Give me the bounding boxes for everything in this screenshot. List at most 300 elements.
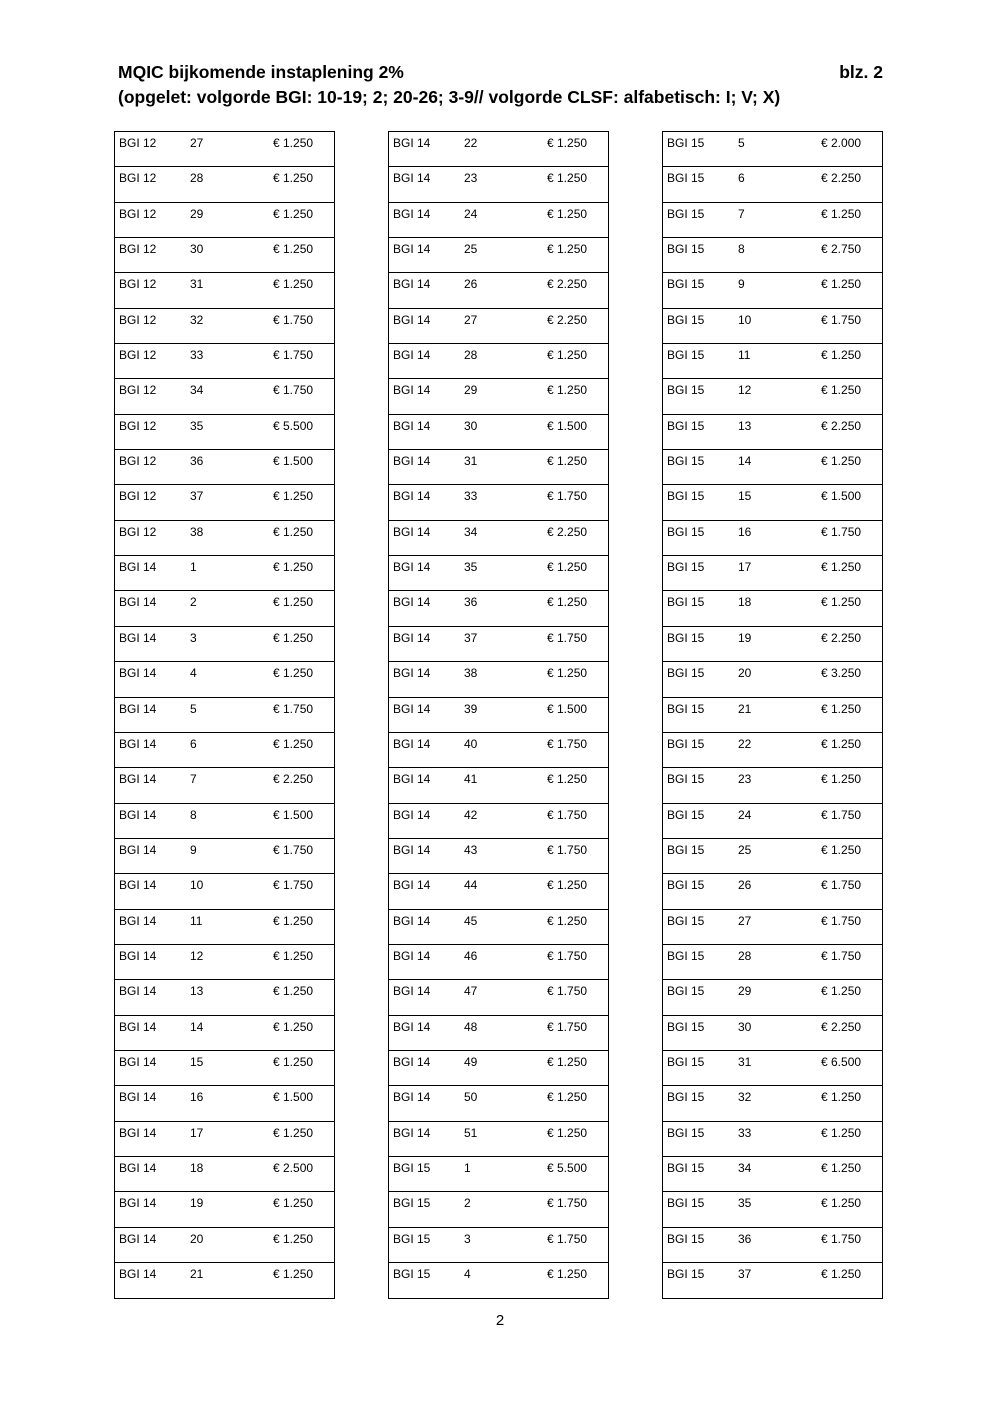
table-row [115, 1192, 334, 1227]
loan-table-column-2 [388, 131, 609, 1299]
table-row [663, 485, 882, 520]
table-row [115, 1016, 334, 1051]
item-number: 1 [464, 1160, 471, 1175]
amount: € 1.250 [273, 1196, 314, 1211]
item-number: 12 [738, 383, 752, 398]
item-number: 38 [464, 666, 478, 681]
item-number: 6 [738, 171, 745, 186]
item-number: 2 [464, 1196, 471, 1211]
table-row [115, 273, 334, 308]
bgi-code: BGI 15 [667, 1231, 705, 1246]
table-row [663, 698, 882, 733]
bgi-code: BGI 14 [393, 842, 431, 857]
amount: € 1.250 [821, 1196, 862, 1211]
table-row [389, 273, 608, 308]
amount: € 1.250 [273, 1019, 314, 1034]
table-row [389, 1192, 608, 1227]
bgi-code: BGI 14 [393, 489, 431, 504]
item-number: 13 [190, 984, 204, 999]
amount: € 2.250 [547, 524, 588, 539]
bgi-code: BGI 15 [393, 1160, 431, 1175]
bgi-code: BGI 12 [119, 242, 157, 257]
table-row [115, 698, 334, 733]
table-row [389, 733, 608, 768]
bgi-code: BGI 14 [393, 878, 431, 893]
bgi-code: BGI 14 [393, 524, 431, 539]
item-number: 48 [464, 1019, 478, 1034]
item-number: 15 [738, 489, 752, 504]
table-row [115, 521, 334, 556]
table-row [389, 1122, 608, 1157]
table-row [389, 1086, 608, 1121]
item-number: 35 [190, 418, 204, 433]
amount: € 1.250 [273, 736, 314, 751]
bgi-code: BGI 14 [393, 560, 431, 575]
bgi-code: BGI 14 [119, 595, 157, 610]
bgi-code: BGI 14 [393, 807, 431, 822]
amount: € 1.500 [273, 807, 314, 822]
bgi-code: BGI 15 [667, 560, 705, 575]
table-row [389, 768, 608, 803]
item-number: 51 [464, 1125, 478, 1140]
table-row [389, 591, 608, 626]
bgi-code: BGI 14 [393, 736, 431, 751]
bgi-code: BGI 14 [393, 1125, 431, 1140]
amount: € 2.250 [821, 418, 862, 433]
amount: € 2.250 [547, 277, 588, 292]
amount: € 1.250 [821, 454, 862, 469]
item-number: 8 [190, 807, 197, 822]
item-number: 30 [738, 1019, 752, 1034]
item-number: 36 [738, 1231, 752, 1246]
bgi-code: BGI 15 [667, 206, 705, 221]
amount: € 1.250 [547, 666, 588, 681]
table-row [663, 1122, 882, 1157]
table-row [389, 804, 608, 839]
bgi-code: BGI 14 [393, 595, 431, 610]
item-number: 10 [738, 312, 752, 327]
bgi-code: BGI 12 [119, 136, 157, 150]
amount: € 1.750 [821, 524, 862, 539]
amount: € 1.250 [273, 595, 314, 610]
table-row [663, 839, 882, 874]
bgi-code: BGI 14 [119, 736, 157, 751]
table-row [389, 485, 608, 520]
bgi-code: BGI 15 [667, 383, 705, 398]
amount: € 1.750 [273, 312, 314, 327]
item-number: 34 [738, 1160, 752, 1175]
table-row [115, 1228, 334, 1263]
bgi-code: BGI 15 [667, 1054, 705, 1069]
bgi-code: BGI 14 [393, 948, 431, 963]
item-number: 47 [464, 984, 478, 999]
item-number: 37 [738, 1267, 752, 1281]
table-row [115, 556, 334, 591]
bgi-code: BGI 14 [393, 701, 431, 716]
amount: € 1.750 [821, 312, 862, 327]
bgi-code: BGI 14 [119, 772, 157, 787]
table-row [663, 1016, 882, 1051]
amount: € 1.250 [821, 842, 862, 857]
item-number: 33 [190, 348, 204, 363]
table-row [115, 804, 334, 839]
amount: € 1.750 [547, 1231, 588, 1246]
bgi-code: BGI 12 [119, 454, 157, 469]
table-row [663, 804, 882, 839]
amount: € 1.250 [547, 136, 588, 150]
table-row [389, 379, 608, 414]
bgi-code: BGI 14 [393, 171, 431, 186]
bgi-code: BGI 14 [119, 701, 157, 716]
bgi-code: BGI 15 [667, 666, 705, 681]
item-number: 4 [190, 666, 197, 681]
bgi-code: BGI 14 [119, 666, 157, 681]
bgi-code: BGI 14 [119, 1267, 157, 1281]
bgi-code: BGI 15 [667, 418, 705, 433]
bgi-code: BGI 14 [393, 348, 431, 363]
table-row [115, 733, 334, 768]
item-number: 26 [738, 878, 752, 893]
amount: € 1.250 [547, 454, 588, 469]
amount: € 1.250 [821, 595, 862, 610]
table-row [115, 203, 334, 238]
table-row [663, 1157, 882, 1192]
amount: € 5.500 [273, 418, 314, 433]
table-row [663, 238, 882, 273]
item-number: 31 [190, 277, 204, 292]
bgi-code: BGI 12 [119, 383, 157, 398]
amount: € 1.750 [547, 984, 588, 999]
bgi-code: BGI 15 [667, 984, 705, 999]
item-number: 38 [190, 524, 204, 539]
bgi-code: BGI 15 [393, 1267, 431, 1281]
bgi-code: BGI 15 [667, 277, 705, 292]
amount: € 1.250 [547, 595, 588, 610]
item-number: 14 [738, 454, 752, 469]
amount: € 2.750 [821, 242, 862, 257]
amount: € 1.750 [273, 842, 314, 857]
bgi-code: BGI 12 [119, 206, 157, 221]
table-row [115, 874, 334, 909]
item-number: 33 [738, 1125, 752, 1140]
bgi-code: BGI 14 [393, 1019, 431, 1034]
amount: € 1.250 [273, 1267, 314, 1281]
table-row [115, 167, 334, 202]
amount: € 1.500 [273, 454, 314, 469]
bgi-code: BGI 14 [119, 807, 157, 822]
amount: € 1.750 [821, 948, 862, 963]
item-number: 17 [738, 560, 752, 575]
table-row [663, 309, 882, 344]
amount: € 1.250 [547, 1267, 588, 1281]
item-number: 3 [190, 630, 197, 645]
item-number: 35 [738, 1196, 752, 1211]
item-number: 22 [738, 736, 752, 751]
amount: € 1.250 [547, 171, 588, 186]
item-number: 20 [190, 1231, 204, 1246]
bgi-code: BGI 15 [667, 948, 705, 963]
bgi-code: BGI 12 [119, 277, 157, 292]
amount: € 1.250 [821, 348, 862, 363]
item-number: 40 [464, 736, 478, 751]
bgi-code: BGI 15 [393, 1231, 431, 1246]
table-row [389, 344, 608, 379]
amount: € 1.250 [821, 277, 862, 292]
table-row [115, 1051, 334, 1086]
table-row [663, 627, 882, 662]
amount: € 2.250 [821, 630, 862, 645]
bgi-code: BGI 15 [667, 807, 705, 822]
item-number: 28 [738, 948, 752, 963]
amount: € 2.250 [821, 1019, 862, 1034]
item-number: 35 [464, 560, 478, 575]
item-number: 28 [190, 171, 204, 186]
bgi-code: BGI 14 [119, 1019, 157, 1034]
item-number: 33 [464, 489, 478, 504]
table-row [389, 698, 608, 733]
table-row [389, 556, 608, 591]
item-number: 9 [738, 277, 745, 292]
amount: € 1.500 [547, 701, 588, 716]
amount: € 1.500 [547, 418, 588, 433]
amount: € 2.250 [273, 772, 314, 787]
amount: € 1.250 [273, 948, 314, 963]
item-number: 27 [738, 913, 752, 928]
amount: € 1.750 [547, 842, 588, 857]
bgi-code: BGI 15 [667, 454, 705, 469]
amount: € 1.250 [273, 171, 314, 186]
bgi-code: BGI 15 [667, 1267, 705, 1281]
table-row [663, 132, 882, 167]
item-number: 27 [464, 312, 478, 327]
table-row [389, 627, 608, 662]
table-row [115, 839, 334, 874]
amount: € 1.250 [547, 772, 588, 787]
item-number: 24 [464, 206, 478, 221]
bgi-code: BGI 14 [119, 1160, 157, 1175]
bgi-code: BGI 15 [667, 489, 705, 504]
table-row [663, 591, 882, 626]
document-header [118, 60, 883, 110]
item-number: 25 [464, 242, 478, 257]
bgi-code: BGI 12 [119, 489, 157, 504]
item-number: 21 [738, 701, 752, 716]
item-number: 27 [190, 136, 204, 150]
item-number: 46 [464, 948, 478, 963]
amount: € 1.250 [273, 489, 314, 504]
bgi-code: BGI 15 [667, 136, 705, 150]
loan-table-column-1 [114, 131, 335, 1299]
item-number: 10 [190, 878, 204, 893]
item-number: 28 [464, 348, 478, 363]
item-number: 30 [464, 418, 478, 433]
amount: € 1.250 [547, 1125, 588, 1140]
bgi-code: BGI 14 [119, 913, 157, 928]
bgi-code: BGI 14 [393, 984, 431, 999]
bgi-code: BGI 14 [393, 242, 431, 257]
document-subtitle: (opgelet: volgorde BGI: 10-19; 2; 20-26; 3-9// volgorde CLSF: alfabetisch: I; V; X) [118, 87, 781, 107]
table-row [115, 450, 334, 485]
amount: € 3.250 [821, 666, 862, 681]
item-number: 1 [190, 560, 197, 575]
bgi-code: BGI 14 [393, 383, 431, 398]
amount: € 1.250 [547, 242, 588, 257]
table-row [115, 309, 334, 344]
item-number: 45 [464, 913, 478, 928]
table-row [663, 1263, 882, 1298]
table-row [389, 521, 608, 556]
amount: € 1.250 [273, 666, 314, 681]
table-row [663, 768, 882, 803]
table-row [115, 627, 334, 662]
header-title-row [118, 60, 883, 85]
bgi-code: BGI 14 [119, 560, 157, 575]
table-row [115, 1263, 334, 1298]
amount: € 1.250 [273, 242, 314, 257]
amount: € 1.750 [273, 348, 314, 363]
table-row [115, 485, 334, 520]
item-number: 16 [190, 1090, 204, 1105]
table-row [663, 874, 882, 909]
amount: € 1.250 [547, 878, 588, 893]
amount: € 1.750 [273, 383, 314, 398]
bgi-code: BGI 15 [667, 171, 705, 186]
table-row [389, 1157, 608, 1192]
amount: € 1.250 [821, 383, 862, 398]
amount: € 1.250 [273, 1054, 314, 1069]
item-number: 22 [464, 136, 478, 150]
table-row [663, 379, 882, 414]
amount: € 2.000 [821, 136, 862, 150]
bgi-code: BGI 15 [667, 913, 705, 928]
table-row [663, 662, 882, 697]
bgi-code: BGI 14 [119, 1125, 157, 1140]
amount: € 1.750 [547, 807, 588, 822]
table-row [389, 415, 608, 450]
bgi-code: BGI 15 [667, 630, 705, 645]
table-row [663, 1192, 882, 1227]
item-number: 9 [190, 842, 197, 857]
amount: € 1.750 [547, 948, 588, 963]
amount: € 1.500 [821, 489, 862, 504]
table-row [663, 167, 882, 202]
amount: € 1.250 [273, 206, 314, 221]
bgi-code: BGI 15 [667, 1125, 705, 1140]
table-row [663, 980, 882, 1015]
item-number: 26 [464, 277, 478, 292]
item-number: 7 [190, 772, 197, 787]
table-row [389, 132, 608, 167]
amount: € 1.750 [821, 913, 862, 928]
table-row [389, 450, 608, 485]
amount: € 1.250 [821, 984, 862, 999]
bgi-code: BGI 14 [119, 1231, 157, 1246]
item-number: 23 [464, 171, 478, 186]
amount: € 1.250 [821, 701, 862, 716]
item-number: 4 [464, 1267, 471, 1281]
item-number: 15 [190, 1054, 204, 1069]
item-number: 3 [464, 1231, 471, 1246]
table-row [115, 379, 334, 414]
page-label: blz. 2 [839, 62, 883, 82]
page-number: 2 [495, 1312, 505, 1329]
table-row [663, 344, 882, 379]
amount: € 1.250 [547, 913, 588, 928]
table-row [389, 1263, 608, 1298]
bgi-code: BGI 15 [667, 1090, 705, 1105]
bgi-code: BGI 14 [119, 948, 157, 963]
item-number: 43 [464, 842, 478, 857]
amount: € 1.250 [821, 206, 862, 221]
item-number: 29 [738, 984, 752, 999]
bgi-code: BGI 15 [667, 772, 705, 787]
amount: € 1.250 [547, 383, 588, 398]
amount: € 1.250 [273, 560, 314, 575]
amount: € 1.250 [547, 560, 588, 575]
item-number: 32 [190, 312, 204, 327]
bgi-code: BGI 12 [119, 418, 157, 433]
amount: € 2.500 [273, 1160, 314, 1175]
bgi-code: BGI 14 [393, 312, 431, 327]
amount: € 1.750 [821, 807, 862, 822]
amount: € 1.750 [821, 878, 862, 893]
bgi-code: BGI 15 [667, 878, 705, 893]
table-row [663, 945, 882, 980]
table-row [663, 1051, 882, 1086]
table-row [389, 167, 608, 202]
table-row [389, 1016, 608, 1051]
table-row [115, 768, 334, 803]
bgi-code: BGI 15 [667, 701, 705, 716]
item-number: 14 [190, 1019, 204, 1034]
bgi-code: BGI 14 [393, 1090, 431, 1105]
item-number: 13 [738, 418, 752, 433]
amount: € 1.250 [821, 1125, 862, 1140]
bgi-code: BGI 14 [119, 1054, 157, 1069]
item-number: 2 [190, 595, 197, 610]
bgi-code: BGI 12 [119, 348, 157, 363]
item-number: 39 [464, 701, 478, 716]
item-number: 49 [464, 1054, 478, 1069]
item-number: 6 [190, 736, 197, 751]
bgi-code: BGI 15 [667, 348, 705, 363]
table-row [663, 1086, 882, 1121]
amount: € 1.750 [547, 1019, 588, 1034]
bgi-code: BGI 15 [667, 842, 705, 857]
item-number: 31 [738, 1054, 752, 1069]
item-number: 36 [190, 454, 204, 469]
item-number: 23 [738, 772, 752, 787]
amount: € 1.250 [273, 136, 314, 150]
bgi-code: BGI 14 [393, 418, 431, 433]
item-number: 5 [190, 701, 197, 716]
amount: € 1.250 [821, 1267, 862, 1281]
item-number: 34 [190, 383, 204, 398]
item-number: 30 [190, 242, 204, 257]
item-number: 24 [738, 807, 752, 822]
table-row [389, 910, 608, 945]
bgi-code: BGI 14 [119, 630, 157, 645]
bgi-code: BGI 14 [393, 630, 431, 645]
item-number: 37 [464, 630, 478, 645]
table-row [115, 945, 334, 980]
bgi-code: BGI 15 [667, 242, 705, 257]
table-row [389, 839, 608, 874]
item-number: 50 [464, 1090, 478, 1105]
table-row [389, 874, 608, 909]
item-number: 37 [190, 489, 204, 504]
amount: € 1.250 [273, 524, 314, 539]
